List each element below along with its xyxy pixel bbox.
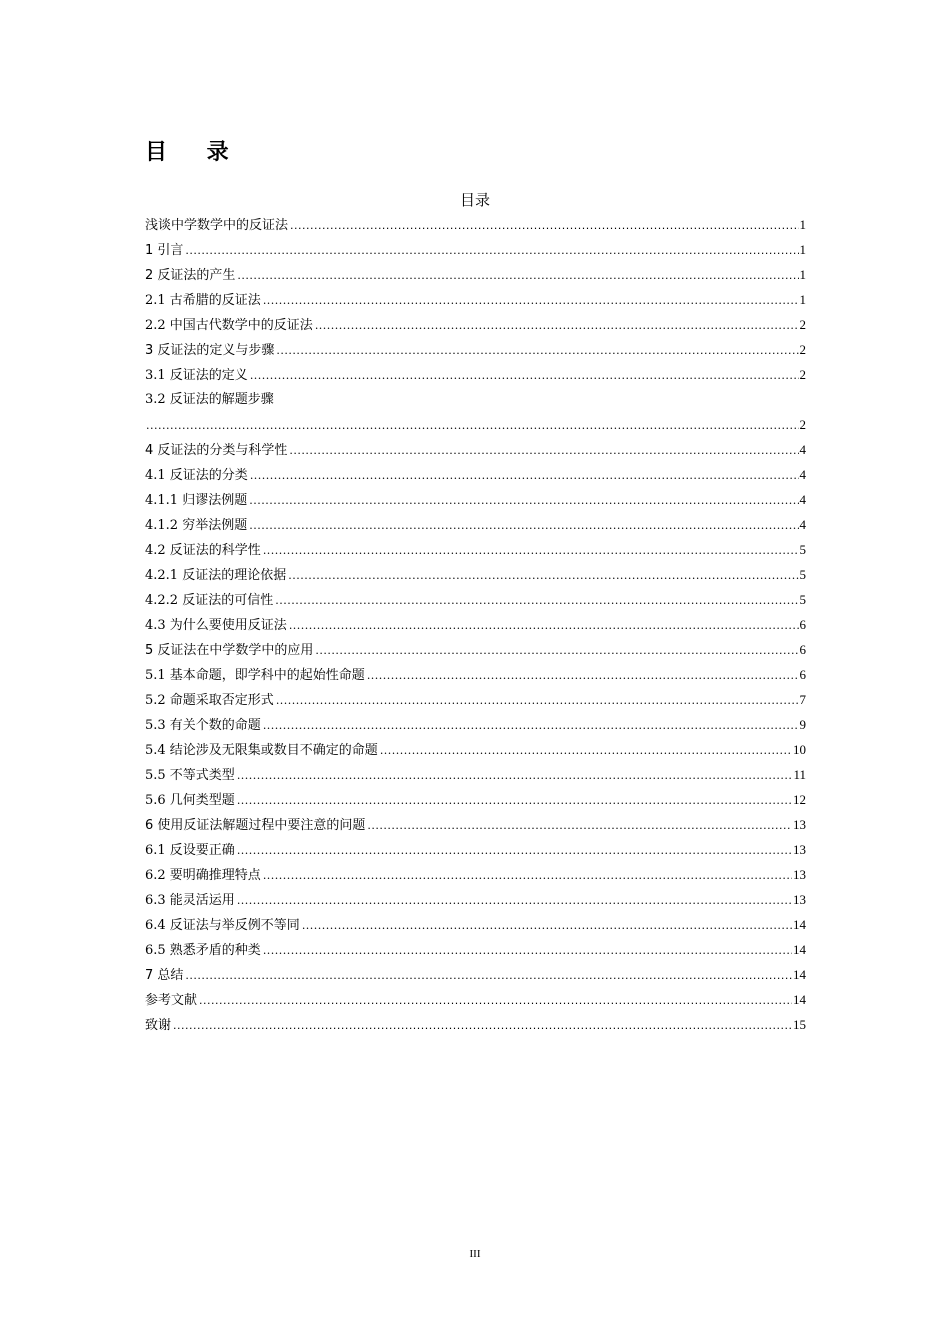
toc-entry[interactable] [145,862,806,887]
toc-entry[interactable] [145,437,806,462]
toc-entry[interactable] [145,487,806,512]
toc-leader-dots [290,213,798,238]
toc-entry-page: 5 [799,567,806,582]
toc-entry[interactable] [145,737,806,762]
toc-entry[interactable] [145,387,806,437]
toc-entry-label: 5.2 命题采取否定形式 [145,693,274,708]
toc-leader-dots [173,1013,792,1038]
toc-entry-page: 6 [799,667,806,682]
toc-leader-dots [250,363,799,388]
toc-entry[interactable] [145,462,806,487]
toc-entry-page: 2 [799,367,806,382]
toc-entry[interactable] [145,962,806,987]
toc-entry[interactable] [145,1012,806,1037]
toc-entry-page: 1 [799,292,806,307]
toc-entry-page: 2 [799,342,806,357]
toc-leader-dots [263,538,799,563]
toc-entry-page: 2 [799,317,806,332]
toc-leader-dots [380,738,792,763]
toc-entry-label: 参考文献 [145,993,198,1008]
toc-entry-page: 11 [793,767,806,782]
toc-entry-page: 14 [793,967,806,982]
toc-leader-dots [237,888,792,913]
toc-entry[interactable] [145,712,806,737]
toc-leader-dots [315,313,799,338]
toc-entry-label: 5 反证法在中学数学中的应用 [145,643,314,658]
toc-entry[interactable] [145,612,806,637]
toc-leader-dots [249,488,798,513]
toc-entry-label: 3.2 反证法的解题步骤 [145,392,274,407]
toc-entry-page: 13 [793,842,806,857]
toc-entry-label: 4 反证法的分类与科学性 [145,443,288,458]
toc-entry-page: 4 [799,467,806,482]
toc-entry[interactable] [145,362,806,387]
toc-leader-dots [199,988,792,1013]
toc-leader-dots [367,813,792,838]
toc-entry-page: 13 [793,892,806,907]
toc-leader-dots [263,938,792,963]
table-of-contents [145,212,806,1037]
toc-entry-page: 13 [793,817,806,832]
toc-leader-dots [237,763,793,788]
toc-entry[interactable] [145,912,806,937]
toc-leader-dots [263,863,792,888]
toc-entry-label: 5.4 结论涉及无限集或数目不确定的命题 [145,743,378,758]
toc-entry-page: 1 [799,217,806,232]
toc-entry[interactable] [145,637,806,662]
toc-leader-dots [250,463,799,488]
toc-entry-page: 4 [799,442,806,457]
toc-entry-label: 5.3 有关个数的命题 [145,718,261,733]
toc-leader-dots [146,413,799,438]
toc-entry-label: 6 使用反证法解题过程中要注意的问题 [145,818,366,833]
toc-entry-label: 致谢 [145,1018,172,1033]
toc-leader-dots [276,688,799,713]
toc-entry-label: 2.2 中国古代数学中的反证法 [145,318,313,333]
toc-entry-label: 6.5 熟悉矛盾的种类 [145,943,261,958]
toc-leader-dots [302,913,792,938]
toc-entry[interactable] [145,512,806,537]
toc-caption: 目录 [459,191,490,209]
toc-leader-dots [237,788,792,813]
toc-entry[interactable] [145,237,806,262]
toc-leader-dots [263,288,799,313]
toc-leader-dots [237,838,792,863]
toc-leader-dots [289,438,798,463]
toc-entry[interactable] [145,987,806,1012]
toc-entry-label: 4.2.1 反证法的理论依据 [145,568,287,583]
toc-leader-dots [275,588,798,613]
toc-entry-label: 6.1 反设要正确 [145,843,235,858]
toc-entry-label: 6.4 反证法与举反例不等同 [145,918,300,933]
toc-entry-page: 10 [793,742,806,757]
toc-entry[interactable] [145,337,806,362]
toc-entry-page: 7 [799,692,806,707]
toc-entry-label: 浅谈中学数学中的反证法 [145,218,289,233]
toc-entry-label: 4.1 反证法的分类 [145,468,248,483]
toc-entry[interactable] [145,837,806,862]
toc-entry-label: 4.1.1 归谬法例题 [145,493,248,508]
toc-entry-page: 6 [799,617,806,632]
toc-entry[interactable] [145,287,806,312]
toc-leader-dots [185,238,798,263]
toc-entry-label: 3 反证法的定义与步骤 [145,343,275,358]
toc-entry[interactable] [145,562,806,587]
toc-entry[interactable] [145,212,806,237]
toc-entry[interactable] [145,812,806,837]
toc-entry-label: 4.2 反证法的科学性 [145,543,261,558]
toc-leader-dots [367,663,799,688]
toc-entry-label: 5.1 基本命题，即学科中的起始性命题 [145,668,365,683]
toc-entry-page: 4 [799,492,806,507]
toc-leader-dots [276,338,798,363]
toc-entry-label: 5.5 不等式类型 [145,768,235,783]
toc-leader-dots [185,963,792,988]
toc-entry[interactable] [145,312,806,337]
toc-entry[interactable] [145,887,806,912]
toc-entry[interactable] [145,937,806,962]
toc-leader-dots [288,563,798,588]
toc-entry-page: 14 [793,992,806,1007]
toc-entry[interactable] [145,762,806,787]
toc-entry[interactable] [145,662,806,687]
toc-entry-label: 6.3 能灵活运用 [145,893,235,908]
toc-entry-label: 5.6 几何类型题 [145,793,235,808]
page-number-footer: III [469,1248,481,1260]
toc-entry-label: 2.1 古希腊的反证法 [145,293,261,308]
toc-leader-dots [315,638,798,663]
toc-entry-page: 14 [793,917,806,932]
toc-leader-dots [289,613,799,638]
toc-entry-page: 13 [793,867,806,882]
page-heading: 目 录 [145,140,245,165]
toc-entry-label: 7 总结 [145,968,184,983]
toc-entry-page: 15 [793,1017,806,1032]
toc-leader-dots [263,713,799,738]
toc-entry-page: 5 [799,592,806,607]
toc-entry-page: 12 [793,792,806,807]
toc-entry-page: 5 [799,542,806,557]
toc-entry[interactable] [145,687,806,712]
toc-entry-page: 2 [799,417,806,432]
toc-entry-label: 6.2 要明确推理特点 [145,868,261,883]
toc-entry-page: 14 [793,942,806,957]
toc-entry[interactable] [145,537,806,562]
toc-entry-page: 6 [799,642,806,657]
toc-entry-page: 1 [799,267,806,282]
toc-entry-label: 4.2.2 反证法的可信性 [145,593,274,608]
toc-entry-label: 1 引言 [145,243,184,258]
toc-entry-label: 4.1.2 穷举法例题 [145,518,248,533]
toc-entry-label: 3.1 反证法的定义 [145,368,248,383]
toc-leader-dots [237,263,798,288]
toc-entry[interactable] [145,587,806,612]
toc-entry-page: 4 [799,517,806,532]
toc-leader-dots [249,513,798,538]
toc-entry-page: 9 [799,717,806,732]
toc-entry[interactable] [145,262,806,287]
toc-entry-label: 2 反证法的产生 [145,268,236,283]
toc-entry-label: 4.3 为什么要使用反证法 [145,618,287,633]
toc-entry-page: 1 [799,242,806,257]
toc-entry[interactable] [145,787,806,812]
